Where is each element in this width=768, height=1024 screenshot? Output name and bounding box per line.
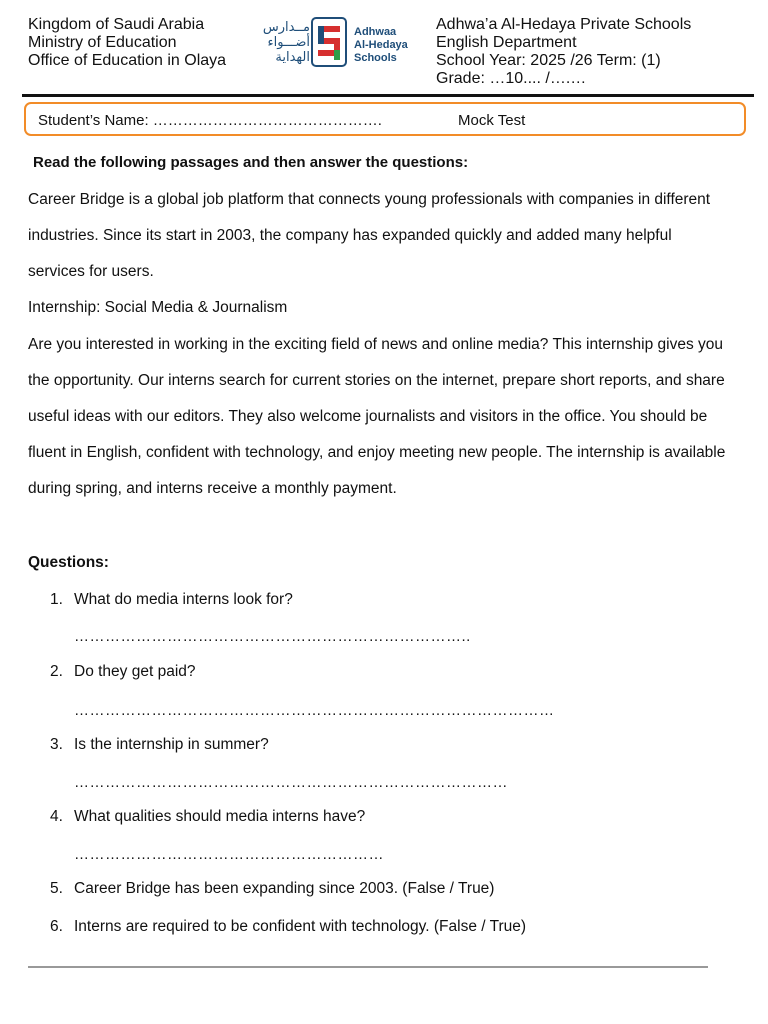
answer-line-2[interactable]: ………………………………………………………………………………… (74, 702, 555, 719)
student-name-box (24, 102, 746, 136)
grade-line: Grade: …10.... /….… (436, 70, 587, 87)
question-1: 1. What do media interns look for? (50, 591, 293, 608)
passage-intro: Career Bridge is a global job platform that connects young professionals with companies in different industries. Since its start in 2003, the company has expanded quickly and added many helpful services for users. (28, 191, 711, 280)
passage-body: Are you interested in working in the exciting field of news and online media? This internship gives you the opportunity. Our interns search for current stories on the internet, prepare short reports, and share useful ideas with our editors. They also welcome journalists and visitors in the office. You should be fluent in English, confident with technology, and enjoy meeting new people. The internship is available during spring, and interns receive a monthly payment. (28, 336, 726, 497)
passage-heading: Internship: Social Media & Journalism (28, 299, 288, 316)
logo-arabic-text: مــدارس أضـــواء الهداية (262, 20, 310, 65)
header-left-block (28, 16, 226, 70)
country-line: Kingdom of Saudi Arabia (28, 16, 205, 33)
answer-line-1[interactable]: ………………………………………………………………….. (74, 628, 471, 645)
school-logo (250, 16, 410, 72)
header-divider (22, 94, 754, 97)
answer-line-3[interactable]: ………………………………………………………………………… (74, 774, 508, 791)
office-line: Office of Education in Olaya (28, 52, 227, 69)
ministry-line: Ministry of Education (28, 34, 177, 51)
instructions: Read the following passages and then answer the questions: (33, 154, 469, 171)
question-5: 5. Career Bridge has been expanding since 2003. (False / True) (50, 880, 495, 897)
school-year-line: School Year: 2025 /26 Term: (1) (436, 52, 661, 69)
question-2: 2. Do they get paid? (50, 663, 196, 680)
answer-line-4[interactable]: …………………………………………………… (74, 846, 384, 863)
header-right-block (436, 16, 691, 88)
logo-english-text: Adhwaa Al-Hedaya Schools (354, 26, 408, 64)
question-6: 6. Interns are required to be confident with technology. (False / True) (50, 918, 527, 935)
school-emblem-icon (310, 16, 348, 68)
test-type-label: Mock Test (458, 112, 526, 129)
footer-divider (28, 966, 708, 968)
questions-title: Questions: (28, 554, 109, 571)
question-4: 4. What qualities should media interns have? (50, 808, 366, 825)
department-line: English Department (436, 34, 577, 51)
student-name-field[interactable]: Student’s Name: ………………………………………. (38, 112, 382, 129)
question-3: 3. Is the internship in summer? (50, 736, 269, 753)
school-name-line: Adhwa’a Al-Hedaya Private Schools (436, 16, 692, 33)
